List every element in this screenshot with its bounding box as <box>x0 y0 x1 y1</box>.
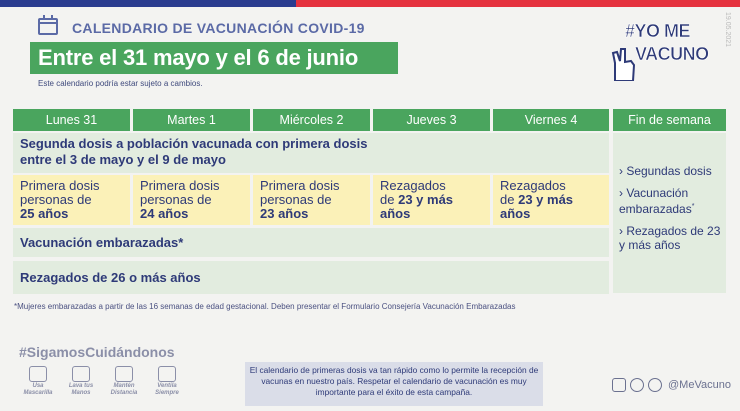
window-icon <box>158 366 176 382</box>
instagram-icon[interactable] <box>630 378 644 392</box>
late-cell <box>373 175 490 225</box>
distance-icon <box>115 366 133 382</box>
cell-line: personas de <box>140 192 212 207</box>
tip-line: Mascarilla <box>23 389 53 396</box>
second-dose-line-2: entre el 3 de mayo y el 9 de mayo <box>20 152 226 167</box>
hand-icon <box>611 47 637 81</box>
hands-icon <box>72 366 90 382</box>
social-handles <box>612 378 731 392</box>
cell-age: 23 años <box>260 206 309 221</box>
info-note: El calendario de primeras dosis va tan rápido como lo permite la recepción de vacunas en nuestro país. Respetar el calendario de vacunación es muy importante para el éxito de esta campaña. <box>245 362 543 406</box>
late-row: Rezagados de 26 o más años <box>13 261 609 294</box>
cell-line: personas de <box>20 192 92 207</box>
mask-icon <box>29 366 47 382</box>
logo-line-1: #YO ME <box>625 21 691 41</box>
cell-line: de <box>380 192 395 207</box>
cell-age-unit: años <box>500 206 531 221</box>
flag-bar-blue <box>0 0 296 7</box>
pregnant-row: Vacunación embarazadas* <box>13 228 609 257</box>
page-title: CALENDARIO DE VACUNACIÓN COVID-19 <box>72 20 365 36</box>
hashtag: #SigamosCuidándonos <box>19 344 175 360</box>
late-cell <box>493 175 609 225</box>
flag-bar-red <box>296 0 740 7</box>
cell-line: Primera dosis <box>260 178 340 193</box>
cell-line: Primera dosis <box>20 178 100 193</box>
cell-line: de <box>500 192 515 207</box>
second-dose-line-1: Segunda dosis a población vacunada con primera dosis <box>20 136 368 151</box>
mask-tip <box>18 366 58 396</box>
tip-line: Mantén <box>113 383 135 389</box>
day-header: Jueves 3 <box>373 109 490 131</box>
cell-age: 23 y más <box>518 192 574 207</box>
day-header: Lunes 31 <box>13 109 130 131</box>
disclaimer: Este calendario podría estar sujeto a cambios. <box>38 79 203 88</box>
day-header: Viernes 4 <box>493 109 609 131</box>
weekend-item: › Rezagados de 23 y más años <box>619 224 721 252</box>
twitter-icon[interactable] <box>612 378 626 392</box>
first-dose-cell <box>253 175 370 225</box>
calendar-icon <box>38 18 58 35</box>
tip-line: Lava tus <box>68 383 94 389</box>
cell-age: 24 años <box>140 206 189 221</box>
tip-line: Manos <box>71 389 91 396</box>
footnote-star: * <box>691 203 695 210</box>
cell-age-unit: años <box>380 206 411 221</box>
weekend-list <box>613 133 726 293</box>
footnote: *Mujeres embarazadas a partir de las 16 semanas de edad gestacional. Deben presentar el Formulario Consejería Vacunación Embarazadas <box>14 302 516 311</box>
cell-age: 23 y más <box>398 192 454 207</box>
tip-line: Siempre <box>155 389 179 396</box>
cell-age: 25 años <box>20 206 69 221</box>
first-dose-cell <box>13 175 130 225</box>
flag-bar <box>0 0 740 7</box>
tip-line: Usa <box>32 383 44 389</box>
first-dose-cell <box>133 175 250 225</box>
facebook-icon[interactable] <box>648 378 662 392</box>
wash-tip <box>61 366 101 396</box>
cell-line: Rezagados <box>380 178 446 193</box>
yo-me-vacuno-logo <box>611 19 713 83</box>
tip-line: Distancia <box>110 389 138 396</box>
distance-tip <box>104 366 144 396</box>
weekend-item: › Segundas dosis <box>619 164 712 178</box>
day-header: Martes 1 <box>133 109 250 131</box>
social-handle[interactable]: @MeVacuno <box>668 379 731 391</box>
cell-line: Primera dosis <box>140 178 220 193</box>
date-range-banner: Entre el 31 mayo y el 6 de junio <box>30 42 398 74</box>
weekend-item-text: › Vacunación embarazadas <box>619 186 692 216</box>
tip-line: Ventila <box>157 383 177 389</box>
cell-line: Rezagados <box>500 178 566 193</box>
ventilate-tip <box>147 366 187 396</box>
second-dose-row <box>13 133 609 173</box>
day-header: Miércoles 2 <box>253 109 370 131</box>
date-stamp: 19.05.2021 <box>724 12 731 48</box>
weekend-header: Fin de semana <box>613 109 726 131</box>
cell-line: personas de <box>260 192 332 207</box>
logo-line-2: VACUNO <box>635 44 709 64</box>
weekend-item <box>619 186 726 216</box>
